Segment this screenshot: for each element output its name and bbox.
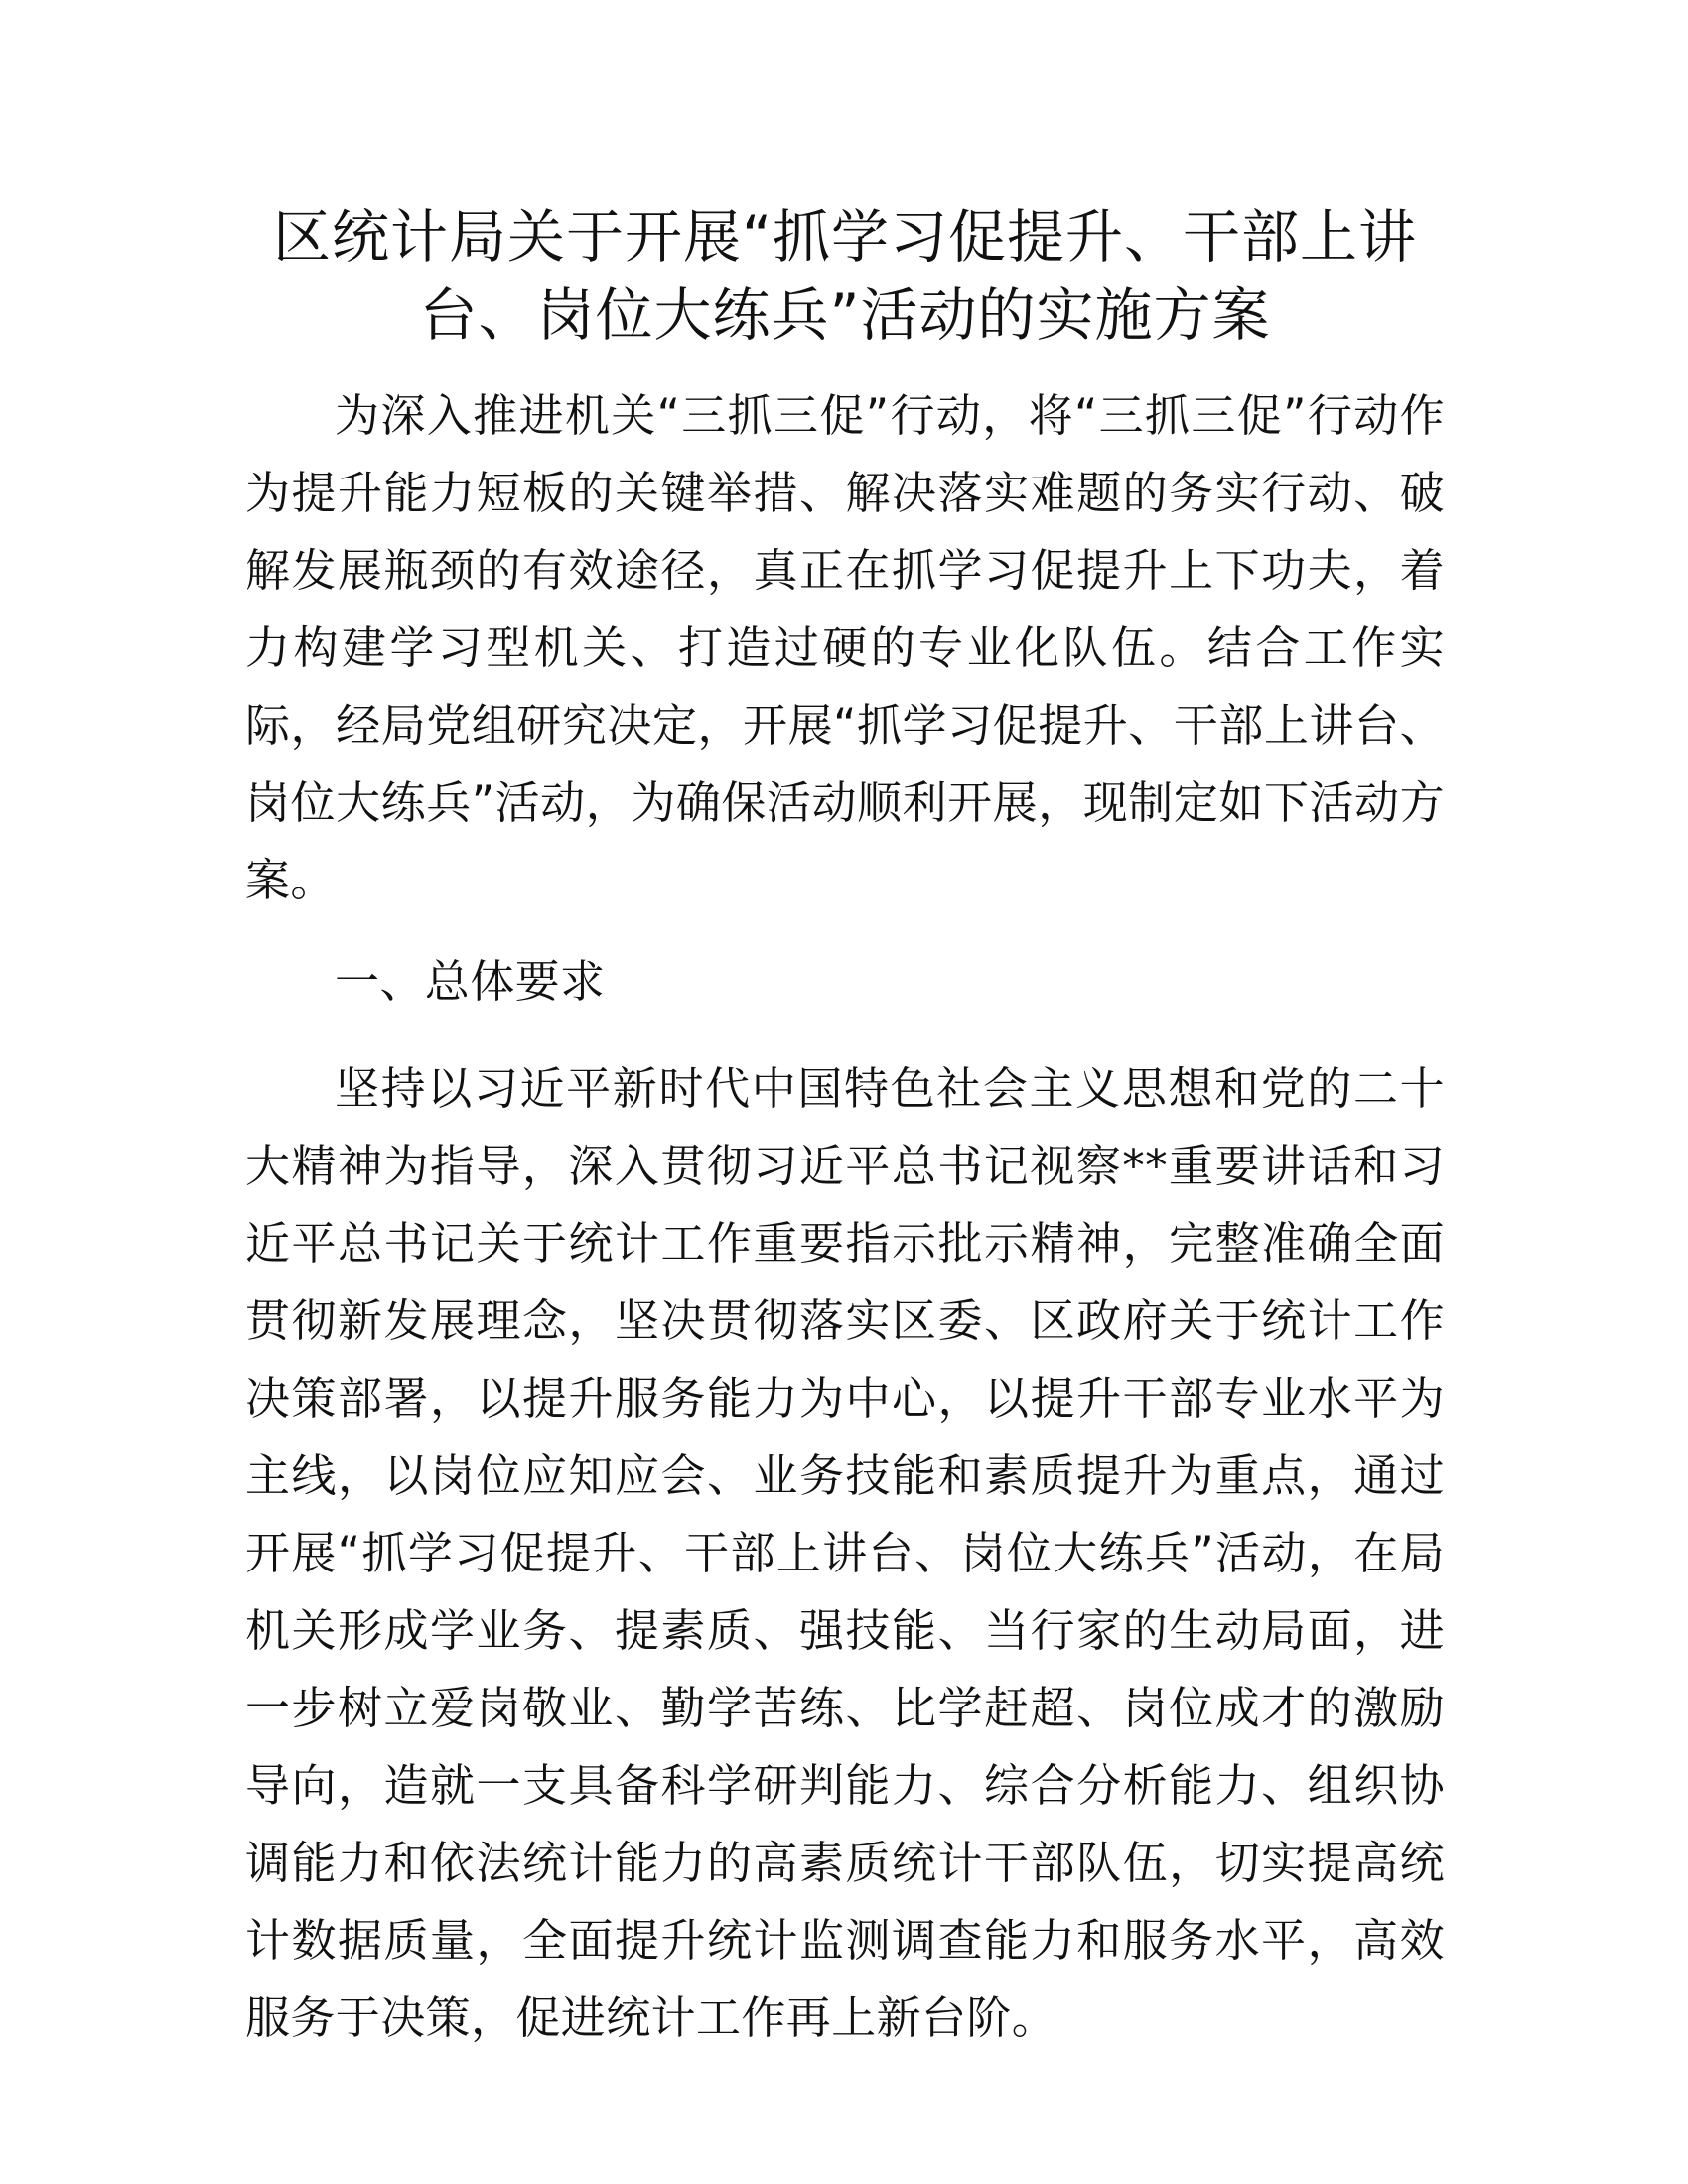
document-title: 区统计局关于开展“抓学习促提升、干部上讲台、岗位大练兵”活动的实施方案 <box>272 204 1418 348</box>
document-body <box>245 377 1445 2057</box>
intro-paragraph: 为深入推进机关“三抓三促”行动，将“三抓三促”行动作为提升能力短板的关键举措、解决落实难题的务实行动、破解发展瓶颈的有效途径，真正在抓学习促提升上下功夫，着力构建学习型机关、打造过硬的专业化队伍。结合工作实际，经局党组研究决定，开展“抓学习促提升、干部上讲台、岗位大练兵”活动，为确保活动顺利开展，现制定如下活动方案。 <box>245 389 1445 906</box>
section-heading-overall-requirements: 一、总体要求 <box>335 955 606 1008</box>
paragraph-spacer <box>245 919 1445 943</box>
section-paragraph-overall-requirements: 坚持以习近平新时代中国特色社会主义思想和党的二十大精神为指导，深入贯彻习近平总书记视察**重要讲话和习近平总书记关于统计工作重要指示批示精神，完整准确全面贯彻新发展理念，坚决贯彻落实区委、区政府关于统计工作决策部署，以提升服务能力为中心，以提升干部专业水平为主线，以岗位应知应会、业务技能和素质提升为重点，通过开展“抓学习促提升、干部上讲台、岗位大练兵”活动，在局机关形成学业务、提素质、强技能、当行家的生动局面，进一步树立爱岗敬业、勤学苦练、比学赶超、岗位成才的激励导向，造就一支具备科学研判能力、综合分析能力、组织协调能力和依法统计能力的高素质统计干部队伍，切实提高统计数据质量，全面提升统计监测调查能力和服务水平，高效服务于决策，促进统计工作再上新台阶。 <box>245 1062 1445 2044</box>
paragraph-spacer <box>245 1021 1445 1050</box>
